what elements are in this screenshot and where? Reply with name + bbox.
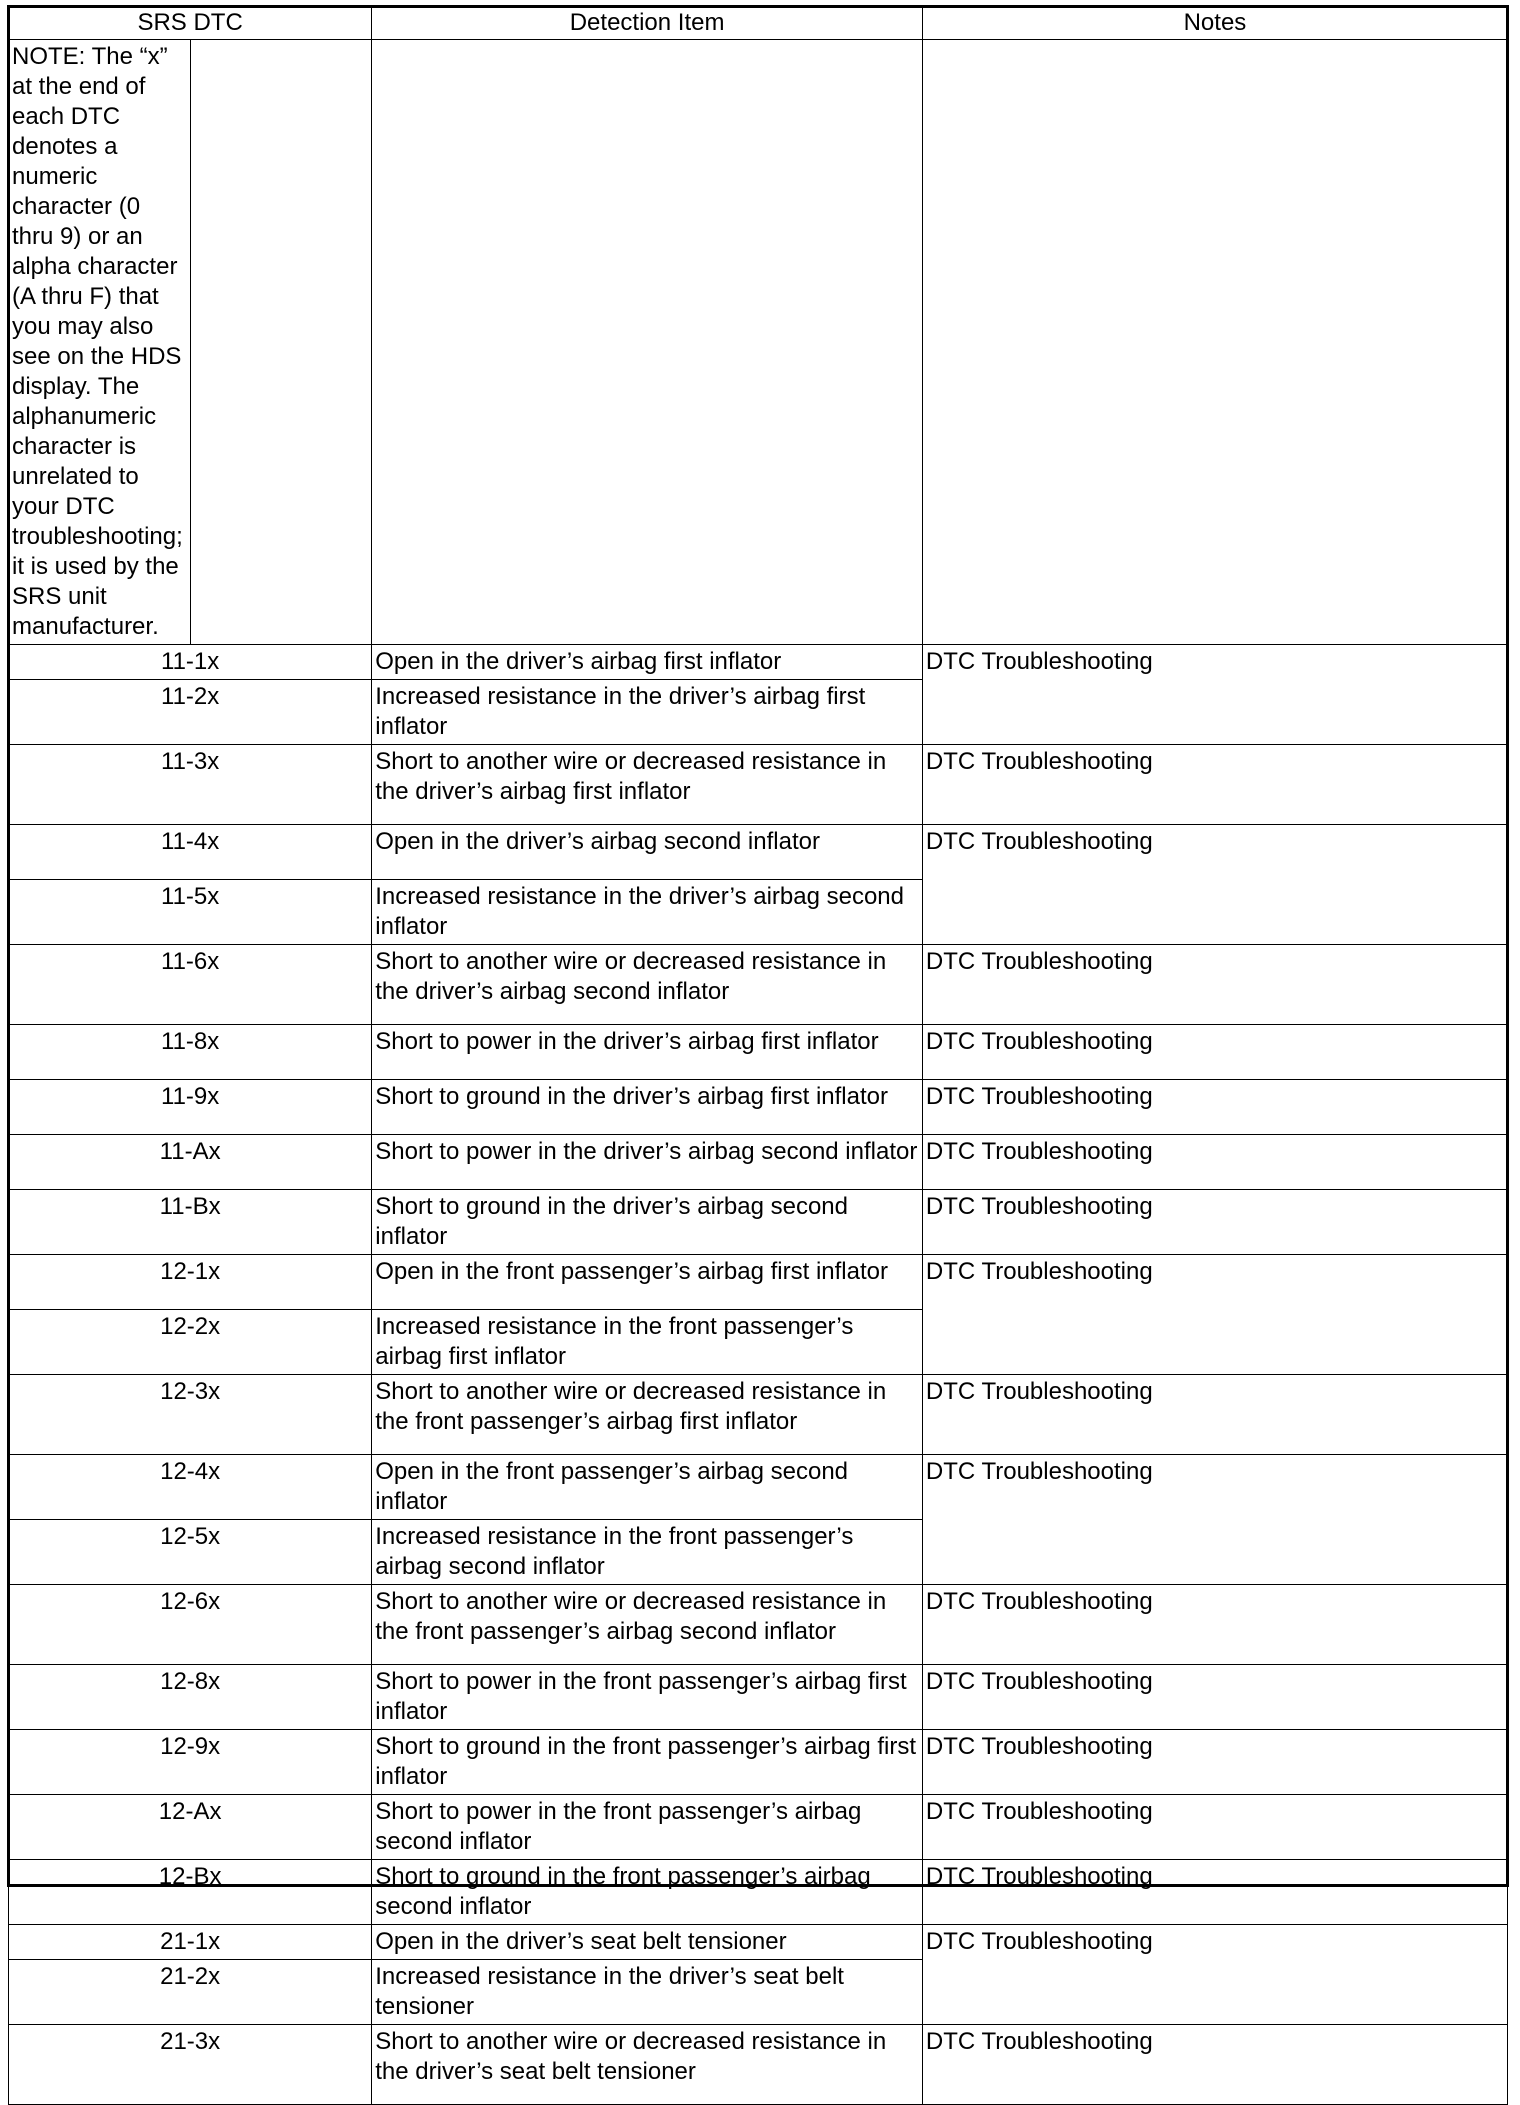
dtc-code: 11-9x: [9, 1080, 372, 1135]
dtc-code: 12-9x: [9, 1730, 372, 1795]
table-row: [9, 825, 1508, 880]
table-row: [9, 1025, 1508, 1080]
table-row: [9, 1375, 1508, 1455]
detection-item: Open in the front passenger’s airbag second inflator: [372, 1455, 923, 1520]
dtc-code: 12-4x: [9, 1455, 372, 1520]
dtc-code: 21-2x: [9, 1960, 372, 2025]
header-notes: Notes: [922, 7, 1507, 40]
dtc-code: 12-2x: [9, 1310, 372, 1375]
detection-item: Open in the front passenger’s airbag first inflator: [372, 1255, 923, 1310]
detection-item: Short to power in the front passenger’s airbag second inflator: [372, 1795, 923, 1860]
detection-item: Short to ground in the front passenger’s airbag second inflator: [372, 1860, 923, 1925]
detection-item: Short to another wire or decreased resistance in the front passenger’s airbag second inflator: [372, 1585, 923, 1665]
dtc-code: 21-3x: [9, 2025, 372, 2105]
notes-link[interactable]: DTC Troubleshooting: [922, 645, 1507, 745]
detection-item: Increased resistance in the driver’s seat belt tensioner: [372, 1960, 923, 2025]
detection-item: Short to another wire or decreased resistance in the driver’s airbag first inflator: [372, 745, 923, 825]
detection-item: Open in the driver’s seat belt tensioner: [372, 1925, 923, 1960]
dtc-note: NOTE: The “x” at the end of each DTC denotes a numeric character (0 thru 9) or an alpha character (A thru F) that you may also see on the HDS display. The alphanumeric character is unrelated to your DTC troubleshooting; it is used by the SRS unit manufacturer.: [9, 40, 191, 645]
table-row: [9, 1255, 1508, 1310]
note-notes-blank: [922, 40, 1507, 645]
detection-item: Increased resistance in the front passenger’s airbag first inflator: [372, 1310, 923, 1375]
detection-item: Short to ground in the driver’s airbag second inflator: [372, 1190, 923, 1255]
notes-link[interactable]: DTC Troubleshooting: [922, 1080, 1507, 1135]
dtc-code: 12-5x: [9, 1520, 372, 1585]
note-spacer-cell: [191, 40, 372, 645]
table-row: [9, 1190, 1508, 1255]
detection-item: Short to ground in the driver’s airbag first inflator: [372, 1080, 923, 1135]
table-row: [9, 1795, 1508, 1860]
srs-dtc-table: [8, 6, 1508, 2105]
detection-item: Increased resistance in the driver’s airbag first inflator: [372, 680, 923, 745]
notes-link[interactable]: DTC Troubleshooting: [922, 745, 1507, 825]
notes-link[interactable]: DTC Troubleshooting: [922, 1925, 1507, 2025]
notes-link[interactable]: DTC Troubleshooting: [922, 945, 1507, 1025]
dtc-code: 11-6x: [9, 945, 372, 1025]
table-row: [9, 1665, 1508, 1730]
notes-link[interactable]: DTC Troubleshooting: [922, 1455, 1507, 1585]
table-header-row: [9, 7, 1508, 40]
detection-item: Short to power in the front passenger’s airbag first inflator: [372, 1665, 923, 1730]
table-row: [9, 1860, 1508, 1925]
dtc-code: 11-5x: [9, 880, 372, 945]
detection-item: Short to power in the driver’s airbag second inflator: [372, 1135, 923, 1190]
detection-item: Increased resistance in the front passenger’s airbag second inflator: [372, 1520, 923, 1585]
dtc-code: 11-Ax: [9, 1135, 372, 1190]
detection-item: Short to another wire or decreased resistance in the driver’s airbag second inflator: [372, 945, 923, 1025]
detection-item: Short to another wire or decreased resistance in the front passenger’s airbag first inflator: [372, 1375, 923, 1455]
table-row: [9, 1585, 1508, 1665]
dtc-code: 11-4x: [9, 825, 372, 880]
dtc-code: 12-8x: [9, 1665, 372, 1730]
detection-item: Open in the driver’s airbag first inflator: [372, 645, 923, 680]
notes-link[interactable]: DTC Troubleshooting: [922, 1585, 1507, 1665]
detection-item: Increased resistance in the driver’s airbag second inflator: [372, 880, 923, 945]
dtc-code: 11-2x: [9, 680, 372, 745]
dtc-code: 12-3x: [9, 1375, 372, 1455]
dtc-code: 11-Bx: [9, 1190, 372, 1255]
dtc-code: 12-6x: [9, 1585, 372, 1665]
table-row: [9, 2025, 1508, 2105]
detection-item: Open in the driver’s airbag second inflator: [372, 825, 923, 880]
page: [8, 6, 1508, 2085]
table-row: [9, 1455, 1508, 1520]
dtc-code: 11-3x: [9, 745, 372, 825]
header-detection-item: Detection Item: [372, 7, 923, 40]
notes-link[interactable]: DTC Troubleshooting: [922, 1135, 1507, 1190]
table-row: [9, 1080, 1508, 1135]
notes-link[interactable]: DTC Troubleshooting: [922, 1255, 1507, 1375]
detection-item: Short to ground in the front passenger’s airbag first inflator: [372, 1730, 923, 1795]
notes-link[interactable]: DTC Troubleshooting: [922, 825, 1507, 945]
dtc-code: 12-Bx: [9, 1860, 372, 1925]
notes-link[interactable]: DTC Troubleshooting: [922, 2025, 1507, 2105]
header-srs-dtc: SRS DTC: [9, 7, 372, 40]
detection-item: Short to another wire or decreased resistance in the driver’s seat belt tensioner: [372, 2025, 923, 2105]
table-row: [9, 1925, 1508, 1960]
dtc-code: 21-1x: [9, 1925, 372, 1960]
notes-link[interactable]: DTC Troubleshooting: [922, 1795, 1507, 1860]
notes-link[interactable]: DTC Troubleshooting: [922, 1375, 1507, 1455]
table-row: [9, 1730, 1508, 1795]
notes-link[interactable]: DTC Troubleshooting: [922, 1665, 1507, 1730]
notes-link[interactable]: DTC Troubleshooting: [922, 1025, 1507, 1080]
dtc-code: 12-1x: [9, 1255, 372, 1310]
note-detection-blank: [372, 40, 923, 645]
dtc-code: 11-1x: [9, 645, 372, 680]
note-row: [9, 40, 1508, 645]
notes-link[interactable]: DTC Troubleshooting: [922, 1860, 1507, 1925]
detection-item: Short to power in the driver’s airbag first inflator: [372, 1025, 923, 1080]
table-row: [9, 945, 1508, 1025]
dtc-code: 12-Ax: [9, 1795, 372, 1860]
table-row: [9, 1135, 1508, 1190]
table-row: [9, 645, 1508, 680]
table-row: [9, 745, 1508, 825]
notes-link[interactable]: DTC Troubleshooting: [922, 1730, 1507, 1795]
dtc-code: 11-8x: [9, 1025, 372, 1080]
notes-link[interactable]: DTC Troubleshooting: [922, 1190, 1507, 1255]
